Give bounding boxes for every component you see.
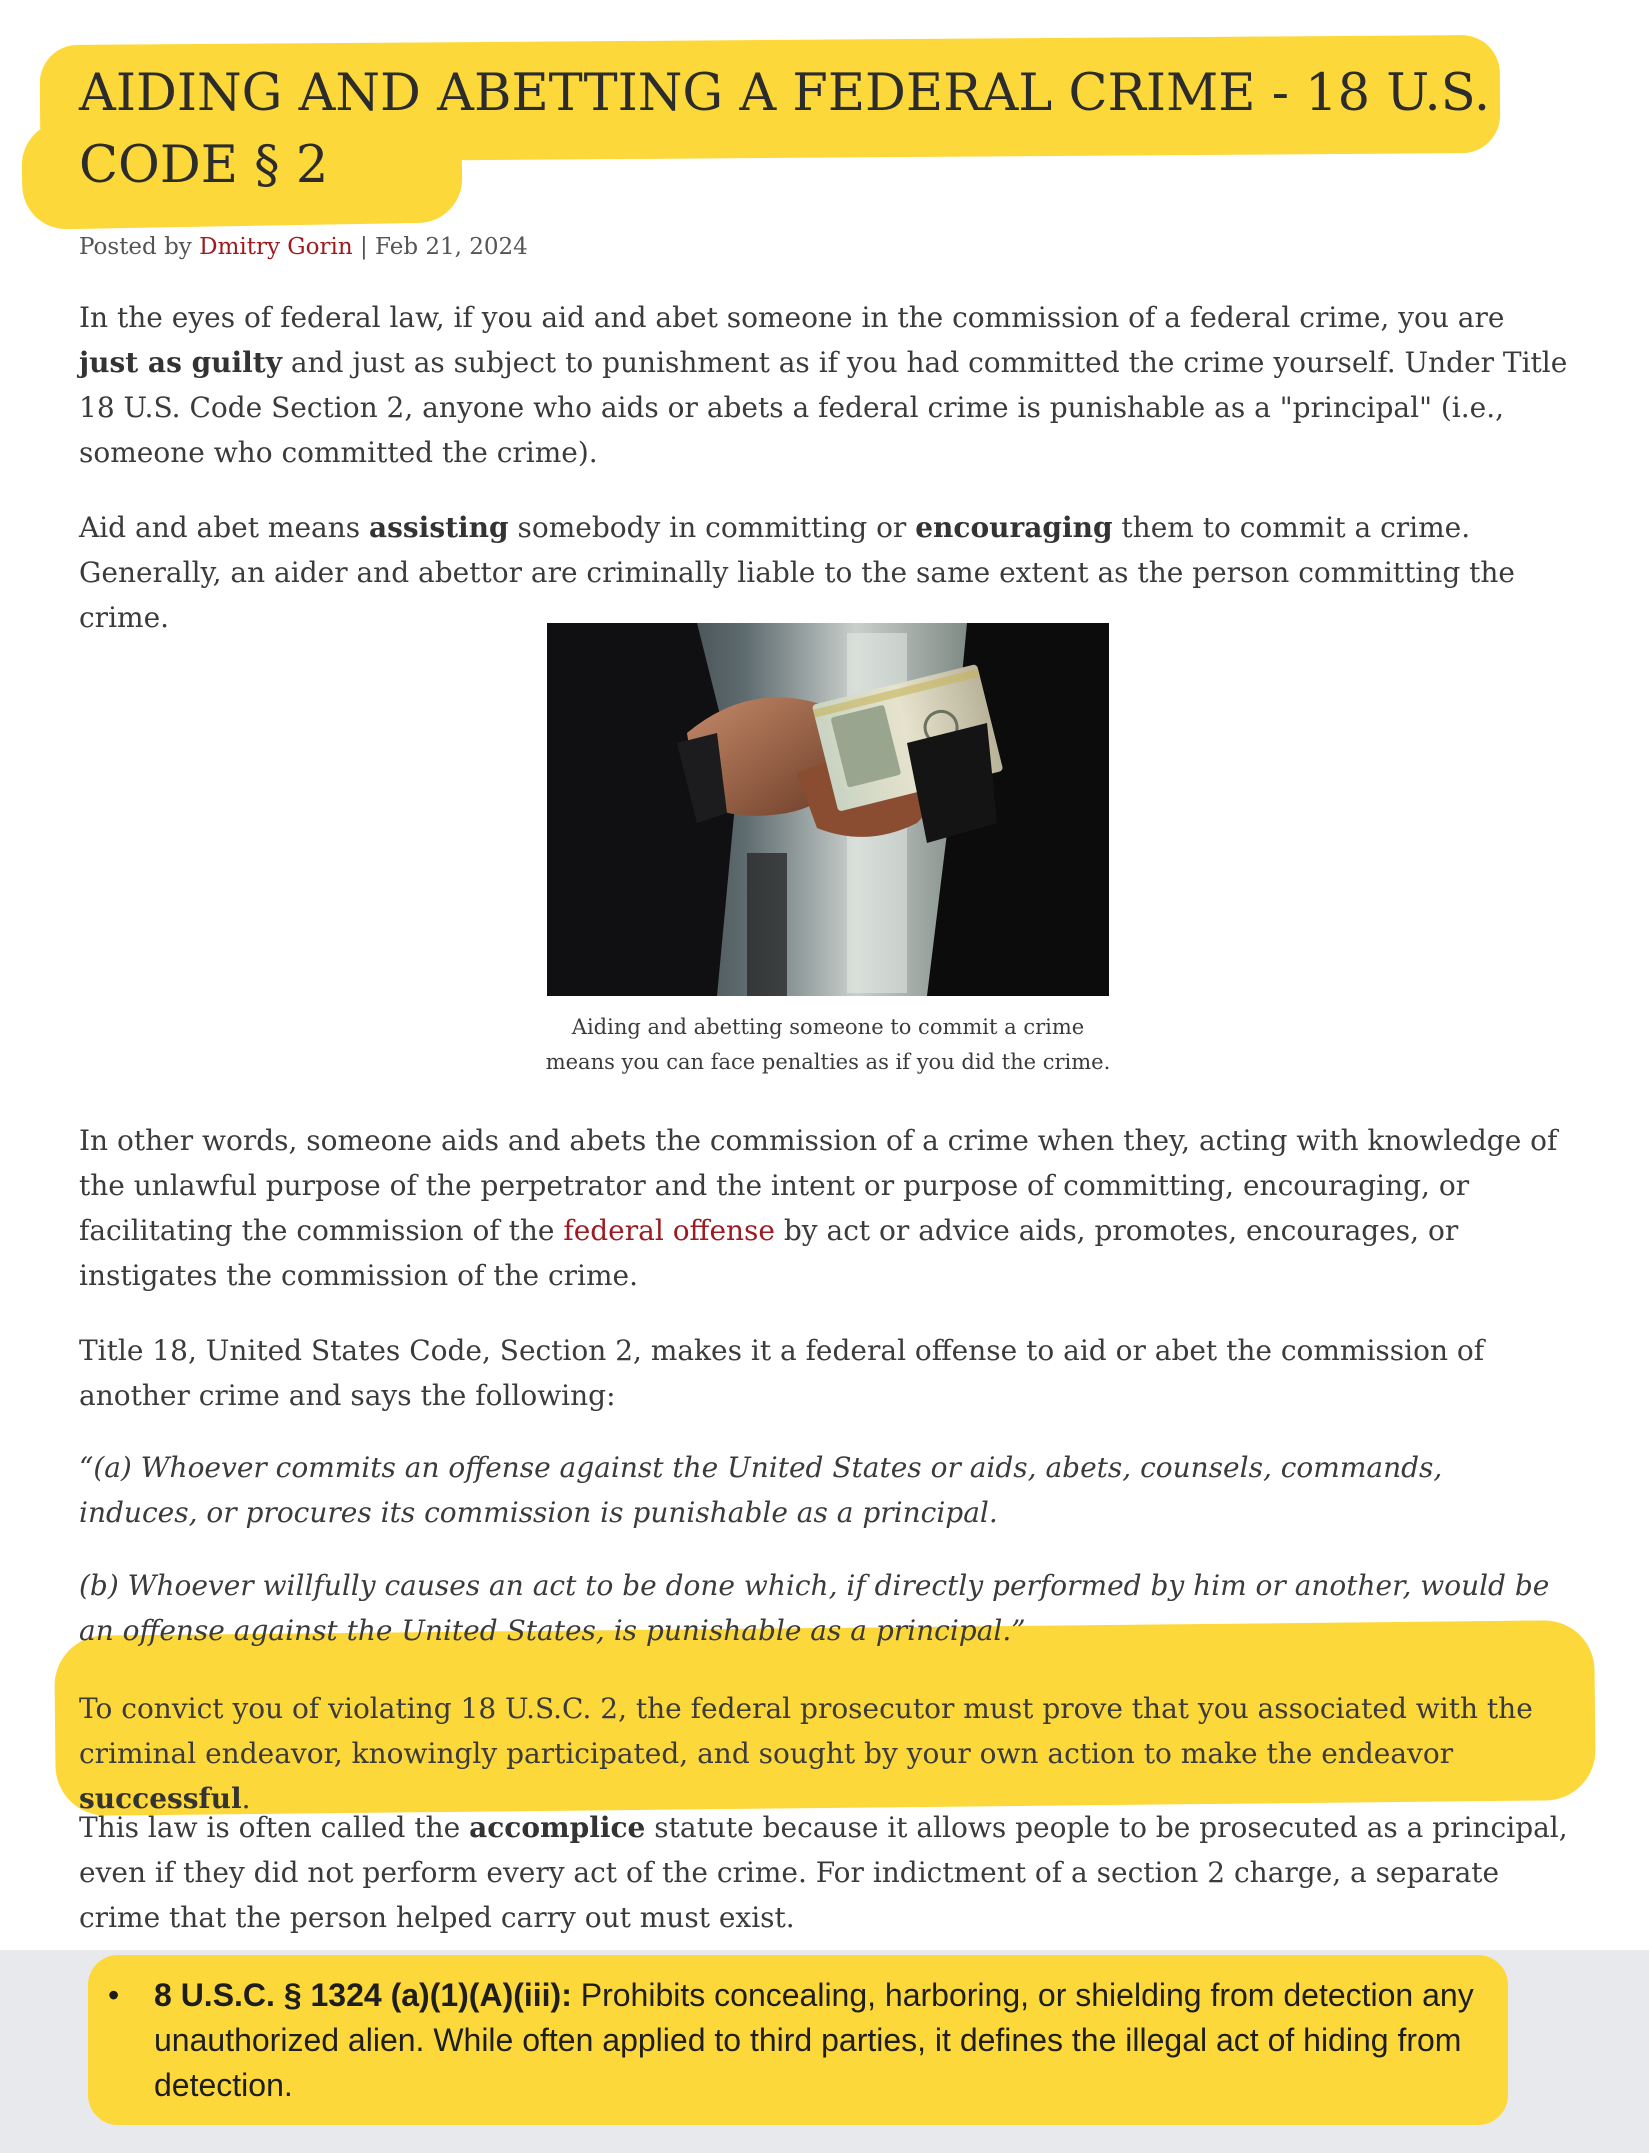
bold-encouraging: encouraging xyxy=(915,511,1113,544)
paragraph-in-other-words xyxy=(79,1118,1569,1298)
caption-line-2: means you can face penalties as if you did the crime. xyxy=(545,1050,1111,1074)
bold-successful: successful xyxy=(79,1782,242,1815)
bold-accomplice: accomplice xyxy=(469,1811,646,1844)
text-run: them to commit a crime. Generally, an aider and abettor are criminally liable to the same extent as the person committing the crime. xyxy=(79,511,1515,634)
post-date: Feb 21, 2024 xyxy=(375,234,528,260)
paragraph-accomplice xyxy=(79,1805,1569,1940)
paragraph-intro xyxy=(79,295,1569,475)
text-run: statute because it allows people to be prosecuted as a principal, even if they did not perform every act of the crime. For indictment of a section 2 charge, a separate crime that the person helped carry out must exist. xyxy=(79,1811,1568,1934)
author-link[interactable]: Dmitry Gorin xyxy=(199,234,353,260)
federal-offense-link[interactable]: federal offense xyxy=(563,1214,775,1247)
text-run: somebody in committing or xyxy=(508,511,916,544)
text-run: and just as subject to punishment as if you had committed the crime yourself. Under Title 18 U.S. Code Section 2, anyone who aids or abets a federal crime is punishable as a "principal" (i.e., someone who committed the crime). xyxy=(79,346,1568,469)
handshake-illustration xyxy=(547,623,1109,996)
bold-assisting: assisting xyxy=(369,511,509,544)
text-run: To convict you of violating 18 U.S.C. 2, the federal prosecutor must prove that you associated with the criminal endeavor, knowingly participated, and sought by your own action to make the endeavor xyxy=(79,1692,1533,1770)
post-meta xyxy=(79,234,1569,260)
bullet-text-run: Prohibits concealing, harboring, or shielding from detection any unauthorized alien. While often applied to third parties, it defines the illegal act of hiding from detection. xyxy=(154,1977,1474,2103)
bullet-dot: • xyxy=(108,1977,120,2013)
paragraph-title-18: Title 18, United States Code, Section 2, makes it a federal offense to aid or abet the commission of another crime and says the following: xyxy=(79,1334,1485,1412)
text-run: This law is often called the xyxy=(79,1811,470,1844)
paragraph-to-convict xyxy=(79,1686,1569,1821)
bullet-bold-citation: 8 U.S.C. § 1324 (a)(1)(A)(iii): xyxy=(154,1977,572,2013)
text-run: by act or advice aids, promotes, encourages, or instigates the commission of the crime. xyxy=(79,1214,1459,1292)
bullet-item-8-usc-1324 xyxy=(154,1973,1494,2108)
meta-separator: | xyxy=(359,234,368,260)
caption-line-1: Aiding and abetting someone to commit a crime xyxy=(571,1015,1085,1039)
text-run: . xyxy=(241,1782,251,1815)
text-run: In other words, someone aids and abets the commission of a crime when they, acting with knowledge of the unlawful purpose of the perpetrator and the intent or purpose of committing, encouraging, or facilitating the commission of the xyxy=(79,1124,1558,1247)
posted-by-label: Posted by xyxy=(79,234,192,260)
paragraph-definition xyxy=(79,505,1569,640)
quote-subsection-a: “(a) Whoever commits an offense against the United States or aids, abets, counsels, commands, induces, or procures its commission is punishable as a principal. xyxy=(79,1451,1443,1529)
figure-caption xyxy=(479,1010,1177,1080)
bold-just-as-guilty: just as guilty xyxy=(79,346,282,379)
handshake-money-photo xyxy=(547,623,1109,996)
text-run: In the eyes of federal law, if you aid and abet someone in the commission of a federal crime, you are xyxy=(79,301,1505,334)
page-title: AIDING AND ABETTING A FEDERAL CRIME - 18 U.S. CODE § 2 xyxy=(79,64,1491,195)
quote-subsection-b: (b) Whoever willfully causes an act to be done which, if directly performed by him or another, would be an offense against the United States, is punishable as a principal.” xyxy=(79,1569,1550,1647)
text-run: Aid and abet means xyxy=(79,511,370,544)
